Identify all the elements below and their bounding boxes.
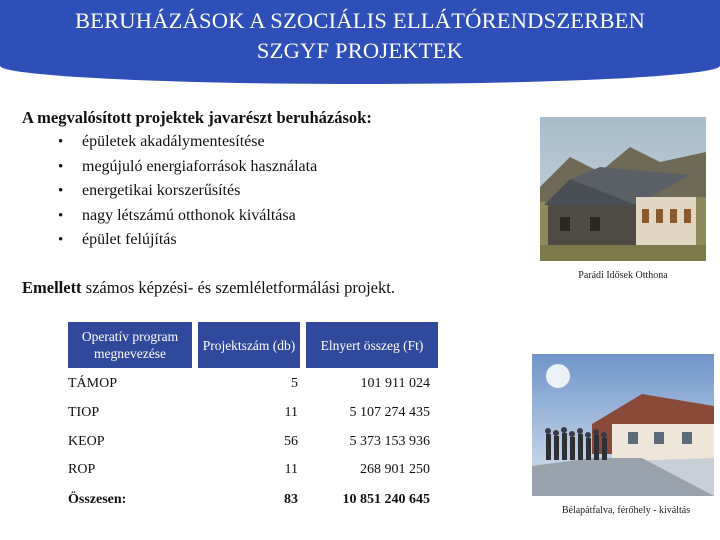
bullet-item: • épületek akadálymentesítése xyxy=(22,130,522,155)
awarded-amount: 101 911 024 xyxy=(360,376,430,391)
photo-caption-2: Bélapátfalva, férőhely - kiváltás xyxy=(561,505,691,516)
photo-paradi-idosek-otthona xyxy=(540,117,706,261)
bullet-item: • épület felújítás xyxy=(22,228,522,253)
table-total-row xyxy=(68,487,438,513)
table-header-amount: Elnyert összeg (Ft) xyxy=(306,322,438,368)
bullet-list xyxy=(22,130,522,253)
street-photo-icon xyxy=(532,354,714,496)
training-note-text: számos képzési- és szemléletformálási projekt. xyxy=(81,278,395,297)
program-name: TÁMOP xyxy=(68,376,118,391)
total-awarded-amount: 10 851 240 645 xyxy=(342,492,430,507)
awarded-amount: 5 373 153 936 xyxy=(349,434,430,449)
project-count: 11 xyxy=(284,405,298,420)
table-header-project-count: Projektszám (db) xyxy=(198,322,300,368)
training-note-bold: Emellett xyxy=(22,278,82,297)
table-row xyxy=(68,400,438,426)
total-label: Összesen: xyxy=(68,492,127,507)
project-count: 56 xyxy=(284,434,298,449)
photo-caption-1: Parádi Idősek Otthona xyxy=(578,270,668,281)
training-note xyxy=(22,278,542,298)
bullet-item: • energetikai korszerűsítés xyxy=(22,179,522,204)
project-count: 11 xyxy=(284,462,298,477)
program-name: ROP xyxy=(68,462,96,477)
bullet-item: • megújuló energiaforrások használata xyxy=(22,155,522,180)
slide-title-line1: BERUHÁZÁSOK A SZOCIÁLIS ELLÁTÓRENDSZERBEN xyxy=(74,8,646,33)
table-header-program: Operatív program megnevezése xyxy=(68,322,192,368)
table-row xyxy=(68,429,438,455)
total-project-count: 83 xyxy=(284,492,298,507)
program-name: KEOP xyxy=(68,434,105,449)
intro-block xyxy=(22,108,522,253)
bullet-item: • nagy létszámú otthonok kiváltása xyxy=(22,204,522,229)
photo-belapatfalva xyxy=(532,354,714,496)
awarded-amount: 268 901 250 xyxy=(360,462,430,477)
slide-title-line2: SZGYF PROJEKTEK xyxy=(256,38,464,63)
slide-title xyxy=(0,6,720,66)
awarded-amount: 5 107 274 435 xyxy=(349,405,430,420)
table-row xyxy=(68,457,438,483)
project-count: 5 xyxy=(291,376,298,391)
program-name: TIOP xyxy=(68,405,100,420)
intro-heading: A megvalósított projektek javarészt beruházások: xyxy=(22,108,372,127)
table-row xyxy=(68,371,438,397)
building-photo-icon xyxy=(540,117,706,261)
